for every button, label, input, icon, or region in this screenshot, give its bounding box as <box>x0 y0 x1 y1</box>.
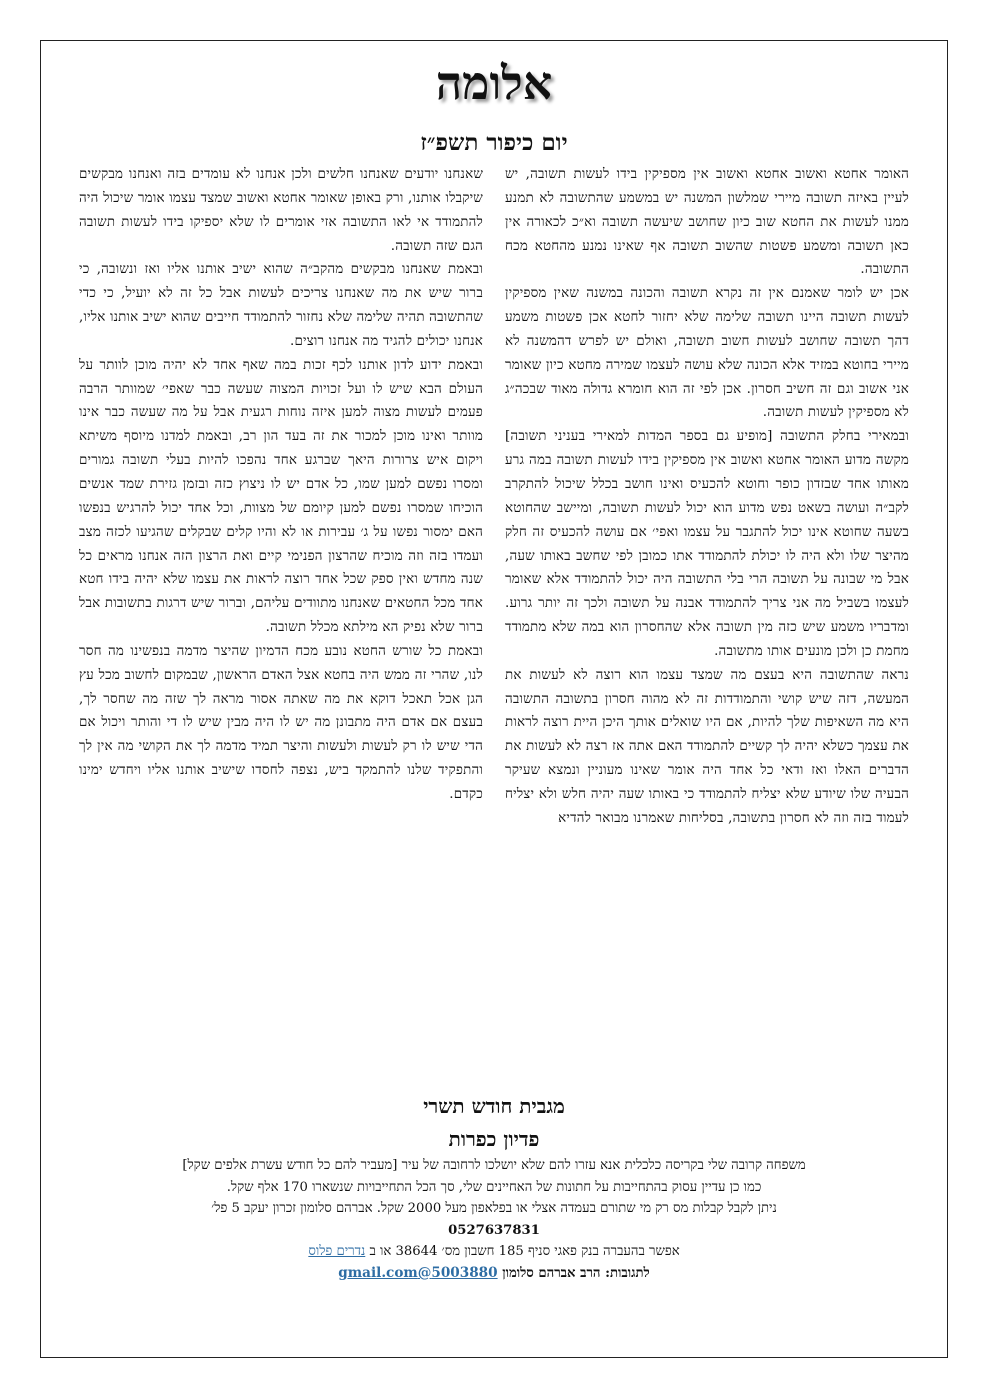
appeal-title: מגבית חודש תשרי <box>423 1094 565 1118</box>
page-subtitle: יום כיפור תשפ״ז <box>420 129 568 156</box>
paragraph: ובאמת כל שורש החטא נובע מכח הדמיון שהיצר מדמה בנפשינו מה חסר לנו, שהרי זה ממש היה בחטא אצל האדם הראשון, שבמקום לחשוב מכל עץ הגן אכל תאכל דוקא את מה שאתה אסור מראה לך שזה מה שחסר לך, בעצם אם אדם היה מתבונן מה יש לו היה מבין שיש לו די והותר ויכול אם הדי שיש לו רק לעשות ולעשות והיצר תמיד מדמה לך את הקושי מה אין לך והתפקיד שלנו להתמקד ביש, נצפה לחסדו שישיב אותנו אליו ויחדש ימינו כקדם. <box>79 643 483 802</box>
appeal-line: משפחה קרובה שלי בקריסה כלכלית אנא עזרו להם שלא יושלכו לרחובה של עיר [מעביר להם כל חודש עשרת אלפים שקל] <box>182 1158 806 1173</box>
paragraph: נראה שהתשובה היא בעצם מה שמצד עצמו הוא רוצה לא לעשות את המעשה, דזה שיש קושי והתמודדות זה לא מהוה חסרון בתשובה התשובה היא מה השאיפות שלך להיות, אם היו שואלים אותך היכן היית רוצה לראות את עצמך כשלא יהיה לך קשיים להתמודד האם אתה אז רצה לא לעשות את הדברים האלו ואז ודאי כל אחד היה אומר שאינו מעוניין ונמצא שעיקר הבעיה שלו שיודע שלא יצליח להתמודד כי באותו שעה יהיה חלש ולא יצליח לעמוד בזה וזה לא חסרון בתשובה, בסליחות שאמרנו מבואר להדיא <box>505 667 909 826</box>
nedarim-plus-link[interactable]: נדרים פלוס <box>308 1244 366 1260</box>
masthead-title: אלומה <box>435 56 553 110</box>
bank-transfer-line <box>61 1241 927 1263</box>
paragraph: ובאמת שאנחנו מבקשים מהקב״ה שהוא ישיב אותנו אליו ואז ונשובה, כי ברור שיש את מה שאנחנו צריכים לעשות אבל כל זה לא יועיל, כי כדי שהתשובה תהיה שלימה שלא נחזור להתמודד חייבים שהוא ישיב אותנו אליו, אנחנו יכולים להגיד מה אנחנו רוצים. <box>79 262 483 349</box>
appeal-line: ניתן לקבל קבלות מס רק מי שתורם בעמדה אצלי או בפלאפון מעל 2000 שקל. אברהם סלומון זכרון יעקב 5 פל׳ <box>211 1201 777 1217</box>
contact-line <box>61 1263 927 1285</box>
donation-appeal <box>61 1089 927 1285</box>
appeal-line: כמו כן עדיין עסוק בהתחייבות על חתונות של האחיינים שלי, סך הכל התחייבויות שנשארו 170 אלף שקל. <box>226 1179 762 1195</box>
paragraph: אכן יש לומר שאמנם אין זה נקרא תשובה והכונה במשנה שאין מספיקין לעשות תשובה היינו תשובה שלימה שלא יחזור לחטא אכן פשטות משמע דהך תשובה שחושב לעשות חשוב תשובה, ואולם יש לפרש דהמשנה לא מיירי בחוטא במזיד אלא הכונה שלא עושה לעצמו שמירה מחטא כיון שאומר אני אשוב וגם זה חשיב חסרון. אכן לפי זה הוא חומרא גדולה מאוד שבכה״ג לא מספיקין לעשות תשובה. <box>505 286 909 421</box>
contact-label: לתגובות: הרב אברהם סלומון <box>502 1265 650 1281</box>
phone-number: 0527637831 <box>448 1222 540 1238</box>
email-link[interactable]: 5003880@gmail.com <box>338 1264 498 1281</box>
bank-transfer-text: אפשר בהעברה בנק פאגי סניף 185 חשבון מס׳ 38644 או ב <box>369 1244 680 1260</box>
paragraph: ובאמת ידוע לדון אותנו לכף זכות במה שאף אחד לא יהיה מוכן לוותר על העולם הבא שיש לו ועל זכויות המצוה שעשה כבר שאפי׳ שמוותר הרבה פעמים לעשות מצוה למען איזה נוחות רגעית אבל על מה שעשה כבר אינו מוותר ואינו מוכן למכור את זה בעד הון רב, ובאמת למדנו מיוסף משיתא ויקום איש צרורות היאך שברגע אחד נהפכו להיות בעלי תשובה גמורים ומסרו נפשם למען שמו, כל אדם יש לו ניצוץ כזה ובזמן גזירת שמד אנשים הוכיחו שמסרו נפשם למען קיומם של מצוות, וכל אחד יכול להרגיש בנפשו האם ימסור נפשו על ג׳ עבירות או לא והיו קלים שבקלים שהגיעו לכזה מצב ועמדו בזה וזה מוכיח שהרצון הפנימי קיים ואת הרצון הזה אנחנו מראים כל שנה מחדש ואין ספק שכל אחד רוצה לראות את עצמו שלא יהיה בידו חטא אחד מכל החטאים שאנחנו מתוודים עליהם, וברור שיש דרגות בתשובות אבל ברור שלא נפיק הא מילתא מכלל תשובה. <box>79 357 483 636</box>
article-body <box>79 163 909 1083</box>
page-frame <box>40 40 948 1358</box>
left-column <box>79 163 483 1083</box>
right-column <box>505 163 909 1083</box>
appeal-subtitle: פדיון כפרות <box>448 1127 540 1151</box>
paragraph: ובמאירי בחלק התשובה [מופיע גם בספר המדות למאירי בעניני תשובה] מקשה מדוע האומר אחטא ואשוב אין מספיקין בידו לעשות תשובה במה גרע מאותו אחד שבזדון כופר וחוטא להכעיס ואינו חושב בכלל שיכול להתקרב לקב״ה ועושה בשאט נפש מדוע הוא יכול לעשות תשובה, ומיישב שהחוטא בשעה שחוטא אינו יכול להתגבר על עצמו ואפי׳ אם עושה להכעיס זה חלק מהיצר שלו ולא היה לו יכולת להתמודד אתו כמובן לפי שחשב באותו שעה, אבל מי שבונה על תשובה הרי בלי התשובה היה יכול להתמודד אלא שאומר לעצמו בשביל מה אני צריך להתמודד אבנה על תשובה ולכך זה יותר גרוע. ומדבריו משמע שיש כזה מין תשובה אלא שהחסרון הוא במה שלא מתמודד מחמת כן ולכן מונעים אותו מתשובה. <box>505 429 909 659</box>
paragraph: האומר אחטא ואשוב אחטא ואשוב אין מספיקין בידו לעשות תשובה, יש לעיין באיזה תשובה מיירי שמלשון המשנה יש במשמע שהתשובה לא תמנע ממנו לעשות את החטא שוב כיון שחושב שיעשה תשובה וא״כ לכאורה אין כאן תשובה ומשמע פשטות שהשוב תשובה אף שאינו נמנע מהחטא מכח התשובה. <box>505 167 909 278</box>
paragraph: שאנחנו יודעים שאנחנו חלשים ולכן אנחנו לא עומדים בזה ואנחנו מבקשים שיקבלו אותנו, ורק באופן שאומר אחטא ואשוב שמצד עצמו אומר שיכול היה להתמודד אי לאו התשובה אזי אומרים לו שלא יספיקו בידו לעשות תשובה הגם שזה תשובה. <box>79 167 483 254</box>
